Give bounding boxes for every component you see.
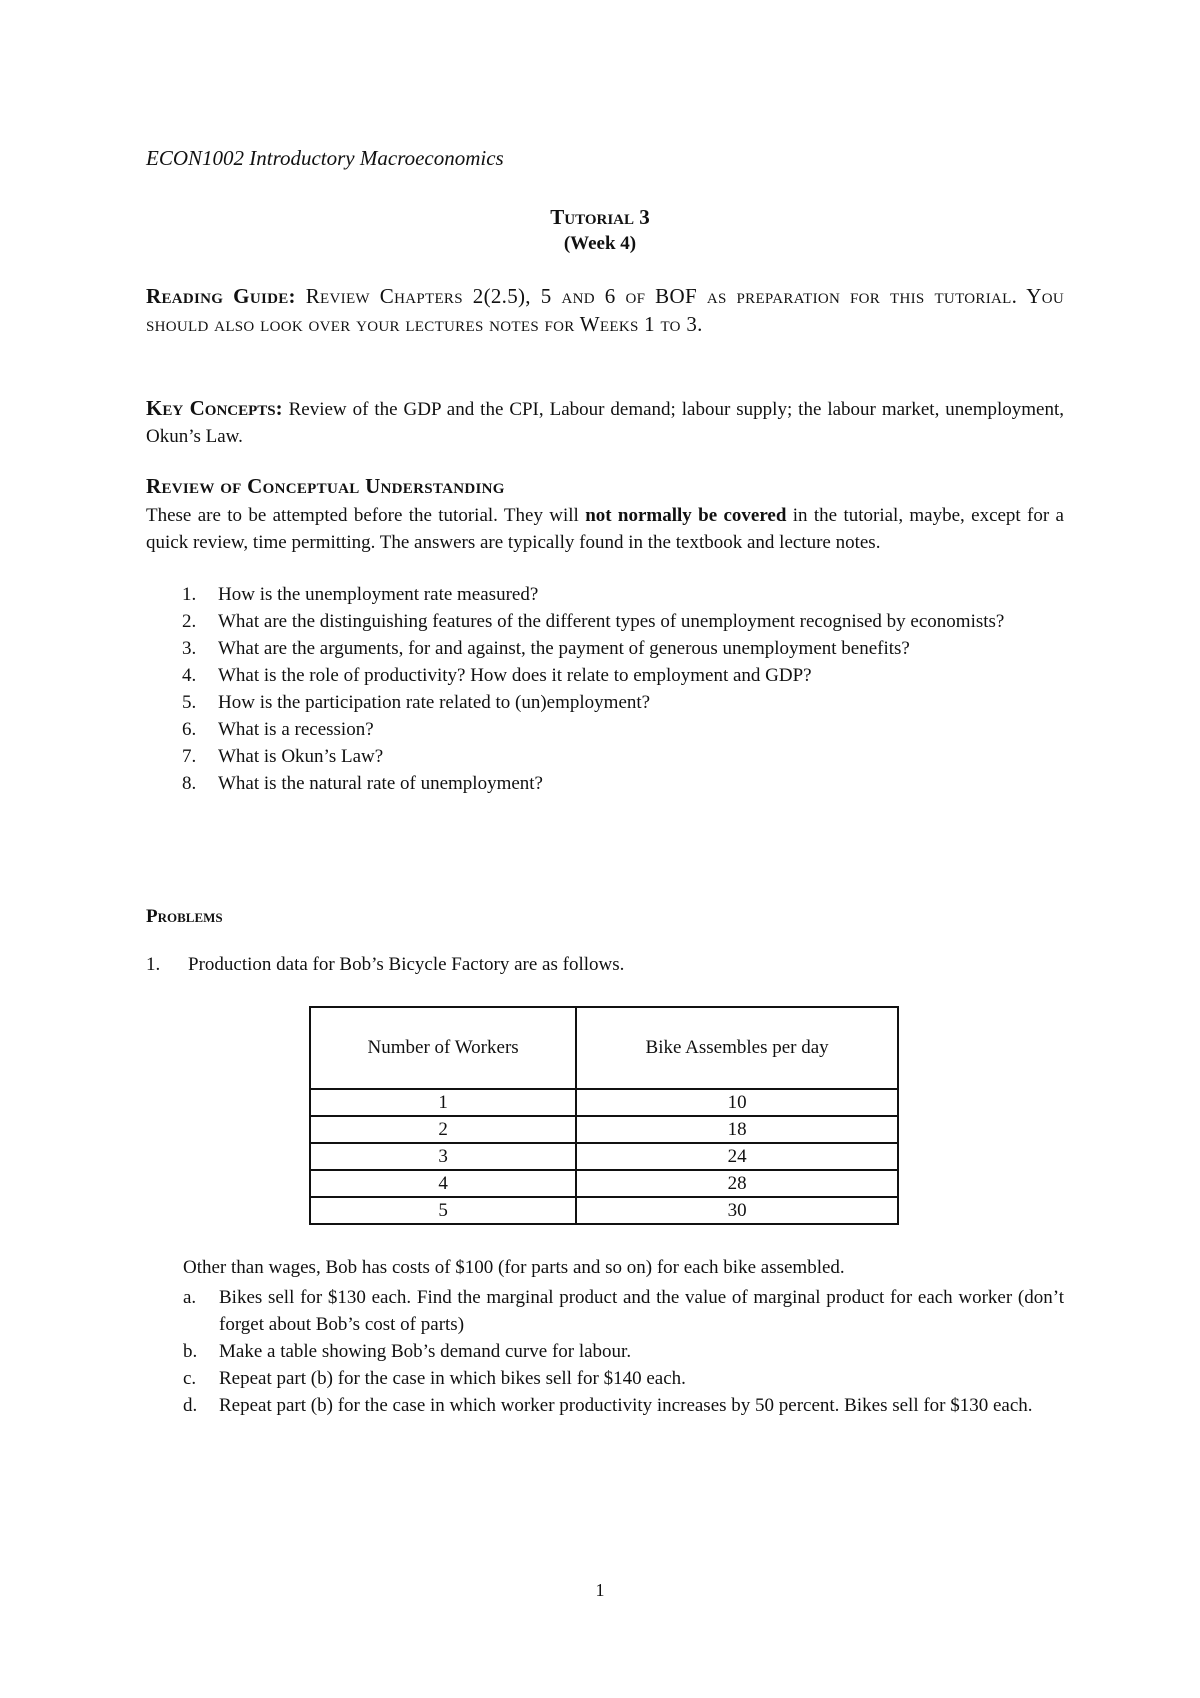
column-header-workers: Number of Workers [310,1007,576,1089]
table-row [310,1197,898,1224]
part-text: Repeat part (b) for the case in which bikes sell for $140 each. [219,1368,686,1389]
tutorial-title: Tutorial 3 [550,205,650,229]
table-cell: 10 [576,1089,898,1116]
key-concepts [146,395,1064,450]
table-header-row [310,1007,898,1089]
problem-part [183,1365,1064,1392]
table-cell: 18 [576,1116,898,1143]
table-row [310,1170,898,1197]
question-text: What is a recession? [218,719,374,740]
question-number: 7. [182,746,197,767]
problem-part [183,1338,1064,1365]
question-text: What are the distinguishing features of the different types of unemployment recognised by economists? [218,611,1005,632]
review-intro-end: in the tutorial, maybe, except for a quick review, time permitting. The answers are typically found in the textbook and lecture notes. [146,505,1064,553]
question-text: What is the natural rate of unemployment? [218,773,543,794]
part-text: Bikes sell for $130 each. Find the marginal product and the value of marginal product for each worker (don’t forget about Bob’s cost of parts) [219,1287,1064,1335]
other-costs-text: Other than wages, Bob has costs of $100 (for parts and so on) for each bike assembled. [183,1257,845,1278]
production-table [309,1006,899,1225]
table-cell: 4 [310,1170,576,1197]
review-question [176,581,1064,608]
table-row [310,1143,898,1170]
part-letter: c. [183,1368,197,1389]
table-cell: 5 [310,1197,576,1224]
problem-number: 1. [146,954,161,975]
problems-heading: Problems [146,906,223,927]
table-cell: 3 [310,1143,576,1170]
table-row [310,1116,898,1143]
question-text: What is the role of productivity? How does it relate to employment and GDP? [218,665,812,686]
review-question [176,770,1064,797]
table-cell: 1 [310,1089,576,1116]
question-text: How is the participation rate related to (un)employment? [218,692,651,713]
problem-part [183,1392,1064,1419]
table-row [310,1089,898,1116]
problem-parts-list [183,1284,1064,1419]
table-cell: 28 [576,1170,898,1197]
review-intro [146,502,1064,556]
question-number: 8. [182,773,197,794]
review-intro-bold: not normally be covered [585,505,787,526]
review-question [176,689,1064,716]
review-question-list [176,581,1064,797]
review-question [176,743,1064,770]
question-number: 6. [182,719,197,740]
tutorial-week: (Week 4) [563,233,637,254]
reading-guide-label: Reading Guide: [146,284,296,308]
question-number: 4. [182,665,197,686]
reading-guide [146,282,1064,338]
review-question [176,662,1064,689]
part-letter: a. [183,1287,197,1308]
review-question [176,716,1064,743]
question-number: 5. [182,692,197,713]
question-number: 2. [182,611,197,632]
part-text: Make a table showing Bob’s demand curve for labour. [219,1341,632,1362]
column-header-bikes: Bike Assembles per day [576,1007,898,1089]
review-intro-start: These are to be attempted before the tutorial. They will [146,505,586,526]
review-heading: Review of Conceptual Understanding [146,474,505,498]
question-number: 3. [182,638,197,659]
part-letter: d. [183,1395,198,1416]
problem-text: Production data for Bob’s Bicycle Factory are as follows. [188,954,625,975]
question-number: 1. [182,584,197,605]
question-text: What are the arguments, for and against, the payment of generous unemployment benefits? [218,638,910,659]
key-concepts-label: Key Concepts: [146,396,283,420]
table-cell: 24 [576,1143,898,1170]
page-number: 1 [595,1580,605,1600]
table-cell: 30 [576,1197,898,1224]
key-concepts-text: Review of the GDP and the CPI, Labour demand; labour supply; the labour market, unemployment, Okun’s Law. [146,399,1065,447]
course-title: ECON1002 Introductory Macroeconomics [146,146,504,170]
problem-part [183,1284,1064,1338]
reading-guide-text: Review Chapters 2(2.5), 5 and 6 of BOF as preparation for this tutorial. You should also look over your lectures notes for Weeks 1 to 3. [146,284,1064,336]
table-cell: 2 [310,1116,576,1143]
part-text: Repeat part (b) for the case in which worker productivity increases by 50 percent. Bikes sell for $130 each. [219,1395,1033,1416]
review-question [176,635,1064,662]
problem-1 [146,954,624,976]
question-text: What is Okun’s Law? [218,746,384,767]
part-letter: b. [183,1341,198,1362]
review-question [176,608,1064,635]
question-text: How is the unemployment rate measured? [218,584,539,605]
